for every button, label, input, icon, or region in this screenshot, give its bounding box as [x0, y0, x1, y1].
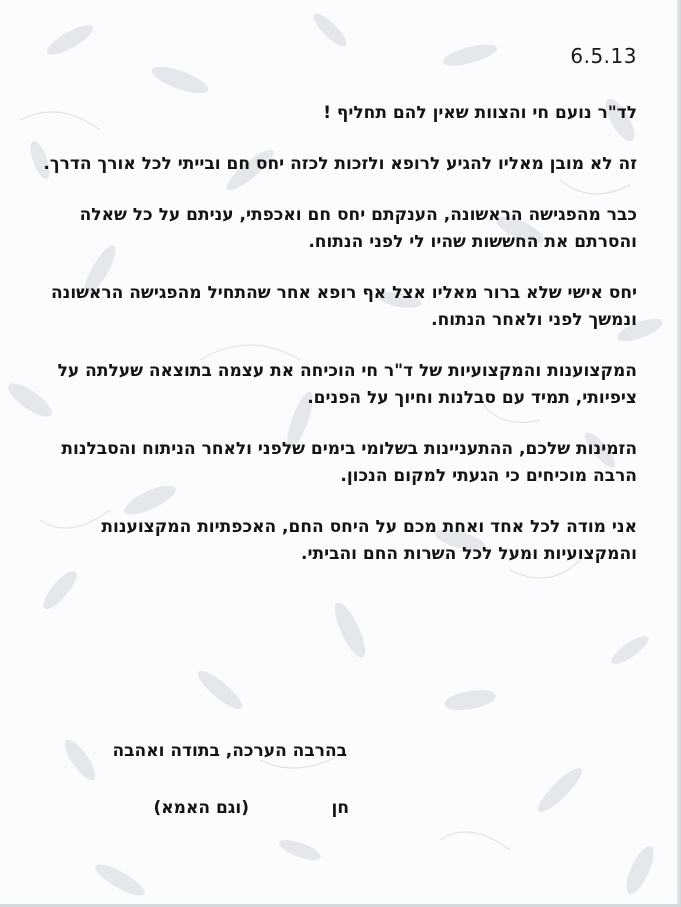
- closing-line: בהרבה הערכה, בתודה ואהבה: [112, 741, 347, 761]
- page-edge-right: [677, 0, 681, 907]
- paragraph: יחס אישי שלא ברור מאליו אצל אף רופא אחר שהתחיל מהפגישה הראשונה ונמשך לפני ולאחר הנתוח.: [50, 283, 637, 330]
- paragraph: אני מודה לכל אחד ואחת מכם על היחס החם, האכפתיות המקצוענות והמקצועיות ומעל לכל השרות החם והביתי.: [101, 517, 637, 564]
- letter-date: 6.5.13: [570, 44, 637, 68]
- greeting-line: לד"ר נועם חי והצוות שאין להם תחליף !: [323, 103, 637, 123]
- paragraph: המקצוענות והמקצועיות של ד"ר חי הוכיחה את עצמה בתוצאה שעלתה על ציפיותי, תמיד עם סבלנות וחיוך על הפנים.: [57, 361, 637, 408]
- signature-name: חן: [331, 798, 349, 818]
- paragraph: הזמינות שלכם, ההתעניינות בשלומי בימים שלפני ולאחר הניתוח והסבלנות הרבה מוכיחים כי הגעתי למקום הנכון.: [61, 439, 637, 486]
- signature-note: (וגם האמא): [153, 798, 249, 818]
- letter-body: [38, 100, 637, 592]
- paragraph: זה לא מובן מאליו להגיע לרופא ולזכות לכזה יחס חם ובייתי לכל אורך הדרך.: [43, 154, 637, 174]
- paragraph: כבר מהפגישה הראשונה, הענקתם יחס חם ואכפתי, עניתם על כל שאלה והסרתם את החששות שהיו לי לפני הנתוח.: [79, 205, 637, 252]
